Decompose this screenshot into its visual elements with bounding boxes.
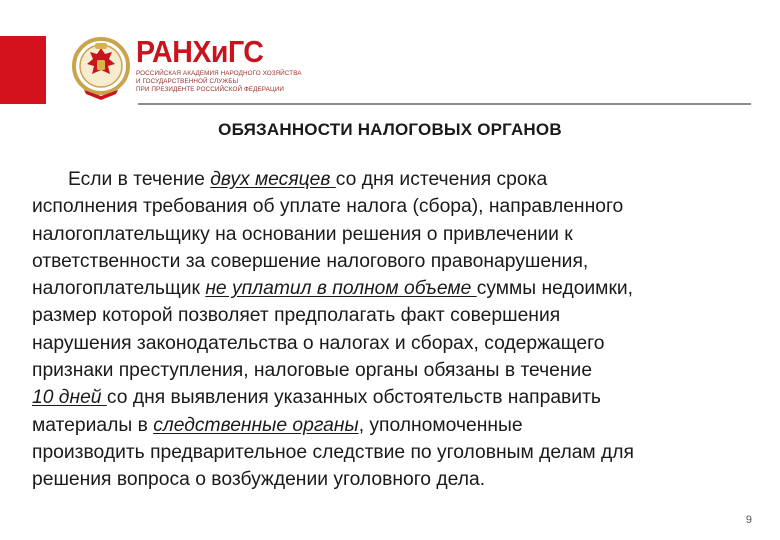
emphasis-text: 10 дней [32, 387, 107, 409]
text-line: производить предварительное следствие по уголовным делам для [32, 441, 634, 463]
brand-subtitle-line: И ГОСУДАРСТВЕННОЙ СЛУЖБЫ [136, 78, 239, 85]
body-paragraph [32, 166, 767, 494]
emphasis-text: двух месяцев [210, 169, 336, 190]
text-segment: со дня истечения срока [335, 169, 548, 190]
text-segment: Если в течение [68, 169, 211, 190]
page-number: 9 [745, 514, 752, 526]
text-line [32, 412, 767, 439]
text-line [32, 384, 767, 411]
academy-emblem-icon [70, 34, 132, 102]
red-accent-bar [0, 36, 46, 104]
brand-name: РАНХиГС [136, 34, 264, 69]
emphasis-text: следственные органы [153, 414, 359, 436]
brand-subtitle-line: ПРИ ПРЕЗИДЕНТЕ РОССИЙСКОЙ ФЕДЕРАЦИИ [136, 86, 284, 93]
text-line [32, 166, 767, 193]
text-line: ответственности за совершение налогового правонарушения, [32, 250, 589, 272]
text-line: признаки преступления, налоговые органы обязаны в течение [32, 360, 593, 382]
text-segment: , уполномоченные [358, 414, 523, 436]
text-line: размер которой позволяет предполагать факт совершения [32, 305, 561, 327]
emphasis-text: не уплатил в полном объеме [205, 278, 477, 300]
header-divider [138, 103, 751, 105]
text-line [32, 275, 767, 302]
brand-subtitle [136, 70, 302, 94]
slide-title: ОБЯЗАННОСТИ НАЛОГОВЫХ ОРГАНОВ [218, 120, 562, 139]
text-line: решения вопроса о возбуждении уголовного дела. [32, 469, 486, 491]
brand-block [136, 36, 302, 94]
text-segment: материалы в [32, 414, 154, 436]
text-line: налогоплательщику на основании решения о привлечении к [32, 223, 573, 245]
text-segment: налогоплательщик [32, 278, 206, 300]
text-line: нарушения законодательства о налогах и сборах, содержащего [32, 332, 605, 354]
brand-subtitle-line: РОССИЙСКАЯ АКАДЕМИЯ НАРОДНОГО ХОЗЯЙСТВА [136, 70, 302, 77]
text-segment: со дня выявления указанных обстоятельств направить [106, 387, 601, 409]
text-segment: суммы недоимки, [476, 278, 634, 300]
text-line: исполнения требования об уплате налога (сбора), направленного [32, 196, 624, 218]
